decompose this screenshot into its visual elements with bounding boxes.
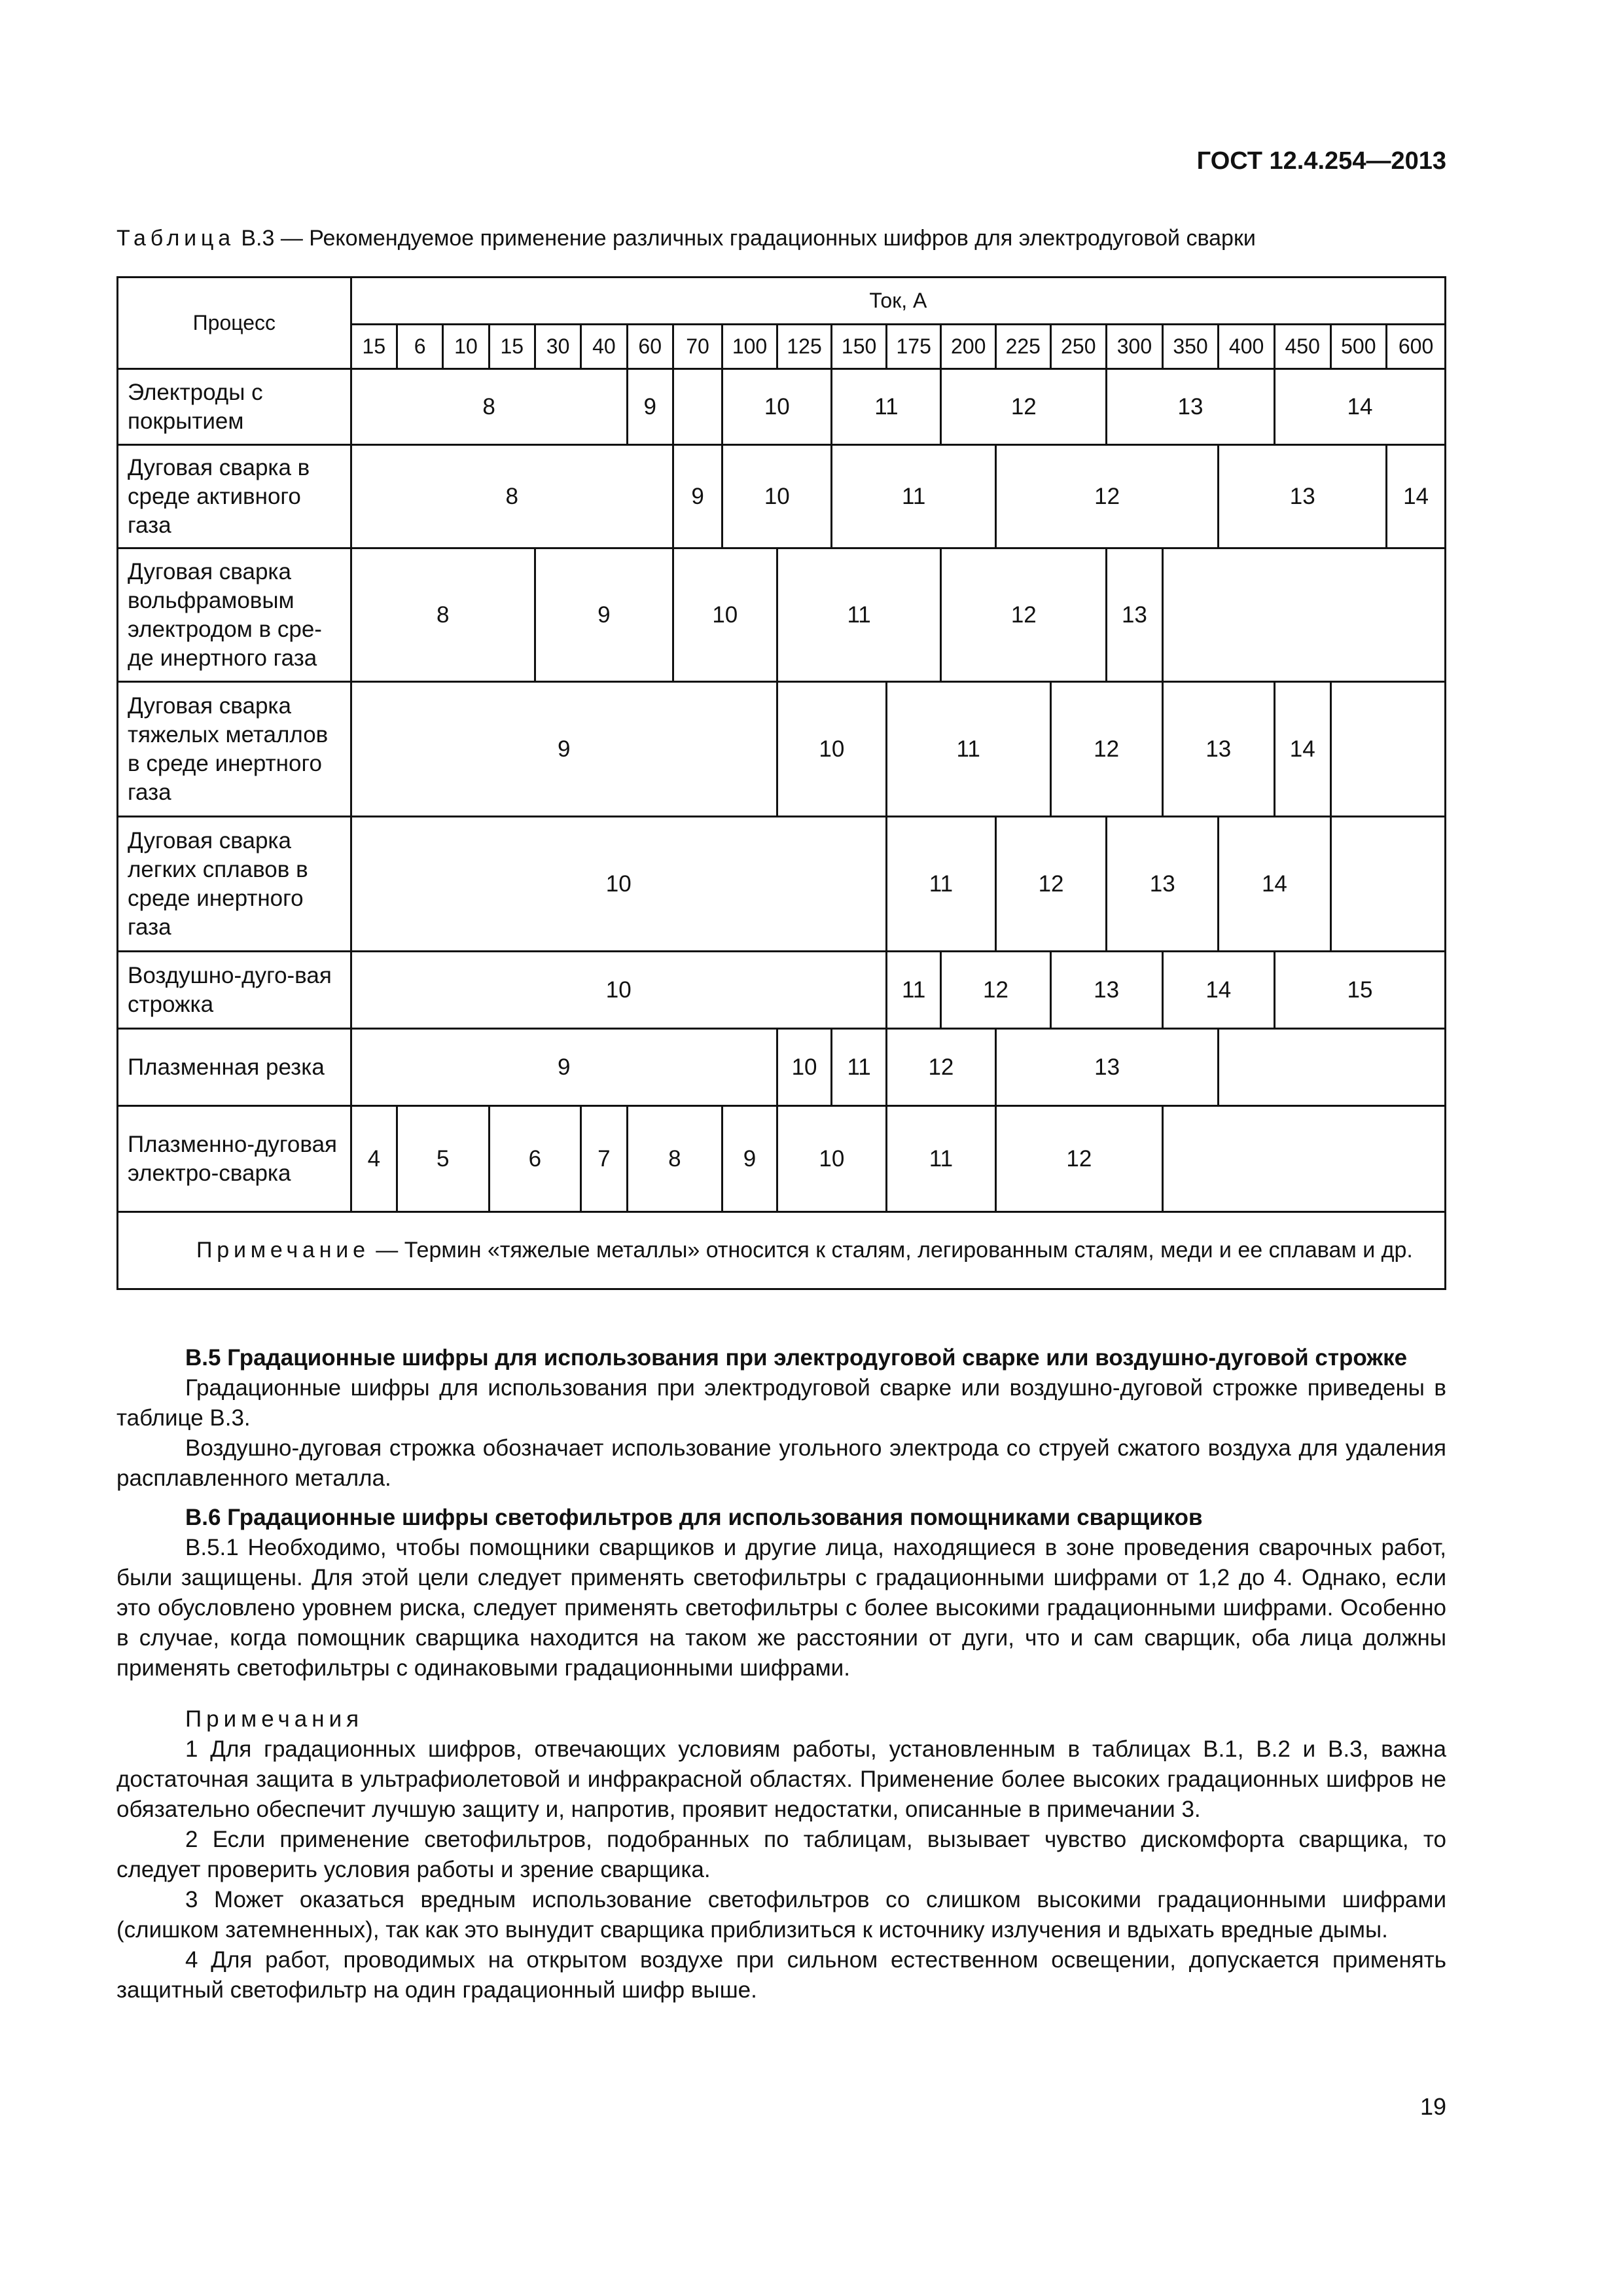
current-value: 450 [1274, 325, 1330, 369]
shade-cell: 14 [1387, 445, 1446, 548]
note-3: 3 Может оказаться вредным использование светофильтров со слишком высокими градационными шифрами (слишком затемненных), так как это вынудит сварщика приблизиться к источнику излучения и вдыхать вредные дымы. [116, 1887, 1446, 1943]
process-name: Электроды с покрытием [118, 369, 351, 445]
current-value: 500 [1330, 325, 1387, 369]
current-value: 60 [627, 325, 673, 369]
table-caption-text: В.3 — Рекомендуемое применение различных градационных шифров для электродуговой сварки [234, 226, 1256, 251]
shade-cell: 8 [351, 445, 673, 548]
shade-cell: 9 [722, 1106, 777, 1212]
table-caption-prefix: Таблица [116, 226, 235, 251]
shade-cell: 11 [886, 817, 995, 952]
main-text [116, 1343, 1446, 2005]
shade-cell: 14 [1162, 952, 1274, 1029]
shade-cell: 12 [995, 817, 1106, 952]
shade-cell: 13 [1107, 548, 1163, 682]
shade-cell: 12 [1050, 682, 1162, 817]
current-value: 6 [397, 325, 442, 369]
shade-cell [673, 369, 722, 445]
table-row [118, 1029, 1446, 1106]
shade-cell: 11 [886, 1106, 995, 1212]
shade-cell [1162, 548, 1445, 682]
shade-cell: 9 [351, 682, 777, 817]
shade-cell: 10 [777, 1029, 832, 1106]
section-b5-paragraph-2: Воздушно-дуговая строжка обозначает использование угольного электрода со струей сжатого воздуха для удаления расплавленного металла. [116, 1435, 1446, 1491]
process-name: Дуговая сварка тяжелых металлов в среде инертного газа [118, 682, 351, 817]
shade-cell: 10 [351, 952, 886, 1029]
shade-cell: 9 [351, 1029, 777, 1106]
current-value: 600 [1387, 325, 1446, 369]
current-value: 350 [1162, 325, 1219, 369]
table-row [118, 445, 1446, 548]
shade-cell: 13 [1219, 445, 1387, 548]
current-value: 15 [489, 325, 535, 369]
shade-cell: 13 [1107, 817, 1219, 952]
section-b6-paragraph-1: В.5.1 Необходимо, чтобы помощники сварщиков и другие лица, находящиеся в зоне проведения сварочных работ, были защищены. Для этой цели следует применять светофильтры с градационными шифрами от 1,2 до 4. Однако, если это обусловлено уровнем риска, следует применять светофильтры с более высокими градационными шифрами. Особенно в случае, когда помощник сварщика находится на таком же расстоянии от дуги, что и сам сварщик, оба лица должны применять светофильтры с одинаковыми градационными шифрами. [116, 1535, 1446, 1681]
shade-cell: 5 [397, 1106, 489, 1212]
shade-cell: 6 [489, 1106, 581, 1212]
process-name: Дуговая сварка в среде активного газа [118, 445, 351, 548]
note-4: 4 Для работ, проводимых на открытом воздухе при сильном естественном освещении, допускается применять защитный светофильтр на один градационный шифр выше. [116, 1947, 1446, 2003]
shade-cell: 11 [832, 445, 996, 548]
shade-cell: 10 [777, 682, 886, 817]
shade-cell: 8 [351, 369, 627, 445]
table-note-prefix: Примечание [196, 1238, 370, 1263]
shade-cell: 12 [941, 369, 1107, 445]
shade-cell: 13 [1107, 369, 1275, 445]
shade-cell: 10 [351, 817, 886, 952]
note-2: 2 Если применение светофильтров, подобранных по таблицам, вызывает чувство дискомфорта сварщика, то следует проверить условия работы и зрение сварщика. [116, 1827, 1446, 1882]
current-value: 125 [777, 325, 832, 369]
process-name: Плазменная резка [118, 1029, 351, 1106]
notes-title: Примечания [185, 1706, 364, 1732]
process-column-header: Процесс [118, 278, 351, 369]
section-b5-title: В.5 Градационные шифры для использования при электродуговой сварке или воздушно-дуговой строжке [185, 1345, 1408, 1371]
process-name: Воздушно-дуго-вая строжка [118, 952, 351, 1029]
shade-cell: 10 [722, 369, 832, 445]
shade-cell: 11 [777, 548, 941, 682]
current-value: 40 [581, 325, 627, 369]
shade-cell: 11 [886, 682, 1050, 817]
current-value: 150 [832, 325, 887, 369]
current-value: 10 [443, 325, 489, 369]
shade-cell: 11 [886, 952, 941, 1029]
shade-number-table [116, 276, 1446, 1290]
shade-cell: 9 [535, 548, 673, 682]
current-column-header: Ток, А [351, 278, 1445, 325]
table-row [118, 369, 1446, 445]
standard-number: ГОСТ 12.4.254—2013 [1196, 147, 1446, 175]
current-value: 225 [995, 325, 1050, 369]
current-value: 200 [941, 325, 996, 369]
table-caption [116, 226, 1445, 251]
shade-cell: 12 [886, 1029, 995, 1106]
current-value: 30 [535, 325, 580, 369]
shade-cell [1330, 817, 1446, 952]
shade-cell: 13 [995, 1029, 1218, 1106]
shade-cell: 11 [832, 1029, 887, 1106]
current-value: 100 [722, 325, 777, 369]
section-b5-paragraph-1: Градационные шифры для использования при электродуговой сварке или воздушно-дуговой строжке приведены в таблице В.3. [116, 1375, 1446, 1431]
shade-cell: 4 [351, 1106, 397, 1212]
current-value: 400 [1219, 325, 1275, 369]
process-name: Дуговая сварка вольфрамовым электродом в сре-де инертного газа [118, 548, 351, 682]
shade-cell: 12 [995, 1106, 1162, 1212]
shade-cell [1219, 1029, 1446, 1106]
shade-cell: 14 [1274, 682, 1330, 817]
shade-cell: 10 [722, 445, 832, 548]
shade-cell: 11 [832, 369, 941, 445]
table-row [118, 952, 1446, 1029]
shade-cell: 8 [351, 548, 535, 682]
process-name: Плазменно-дуговая электро-сварка [118, 1106, 351, 1212]
shade-cell: 14 [1274, 369, 1445, 445]
shade-cell: 10 [777, 1106, 886, 1212]
shade-cell: 8 [627, 1106, 722, 1212]
shade-cell: 9 [673, 445, 722, 548]
page-number: 19 [1419, 2093, 1446, 2120]
current-value: 175 [886, 325, 941, 369]
table-note [118, 1212, 1446, 1289]
shade-cell: 12 [941, 952, 1050, 1029]
current-value: 300 [1107, 325, 1163, 369]
current-value: 15 [351, 325, 397, 369]
shade-cell: 13 [1162, 682, 1274, 817]
current-value: 70 [673, 325, 722, 369]
shade-cell: 10 [673, 548, 777, 682]
table-note-text: — Термин «тяжелые металлы» относится к сталям, легированным сталям, меди и ее сплавам и др. [369, 1238, 1413, 1263]
table-row [118, 1106, 1446, 1212]
section-b6-title: В.6 Градационные шифры светофильтров для использования помощниками сварщиков [185, 1505, 1203, 1530]
shade-cell [1330, 682, 1446, 817]
shade-cell: 14 [1219, 817, 1330, 952]
table-row [118, 817, 1446, 952]
shade-cell: 13 [1050, 952, 1162, 1029]
shade-cell: 12 [941, 548, 1107, 682]
process-name: Дуговая сварка легких сплавов в среде инертного газа [118, 817, 351, 952]
note-1: 1 Для градационных шифров, отвечающих условиям работы, установленным в таблицах В.1, В.2 и В.3, важна достаточная защита в ультрафиолетовой и инфракрасной областях. Применение более высоких градационных шифров не обязательно обеспечит лучшую защиту и, напротив, проявит недостатки, описанные в примечании 3. [116, 1736, 1446, 1822]
shade-cell: 15 [1274, 952, 1445, 1029]
shade-cell: 7 [581, 1106, 627, 1212]
table-row [118, 548, 1446, 682]
shade-cell: 12 [995, 445, 1218, 548]
shade-cell [1162, 1106, 1445, 1212]
shade-cell: 9 [627, 369, 673, 445]
table-row [118, 682, 1446, 817]
current-value: 250 [1050, 325, 1107, 369]
